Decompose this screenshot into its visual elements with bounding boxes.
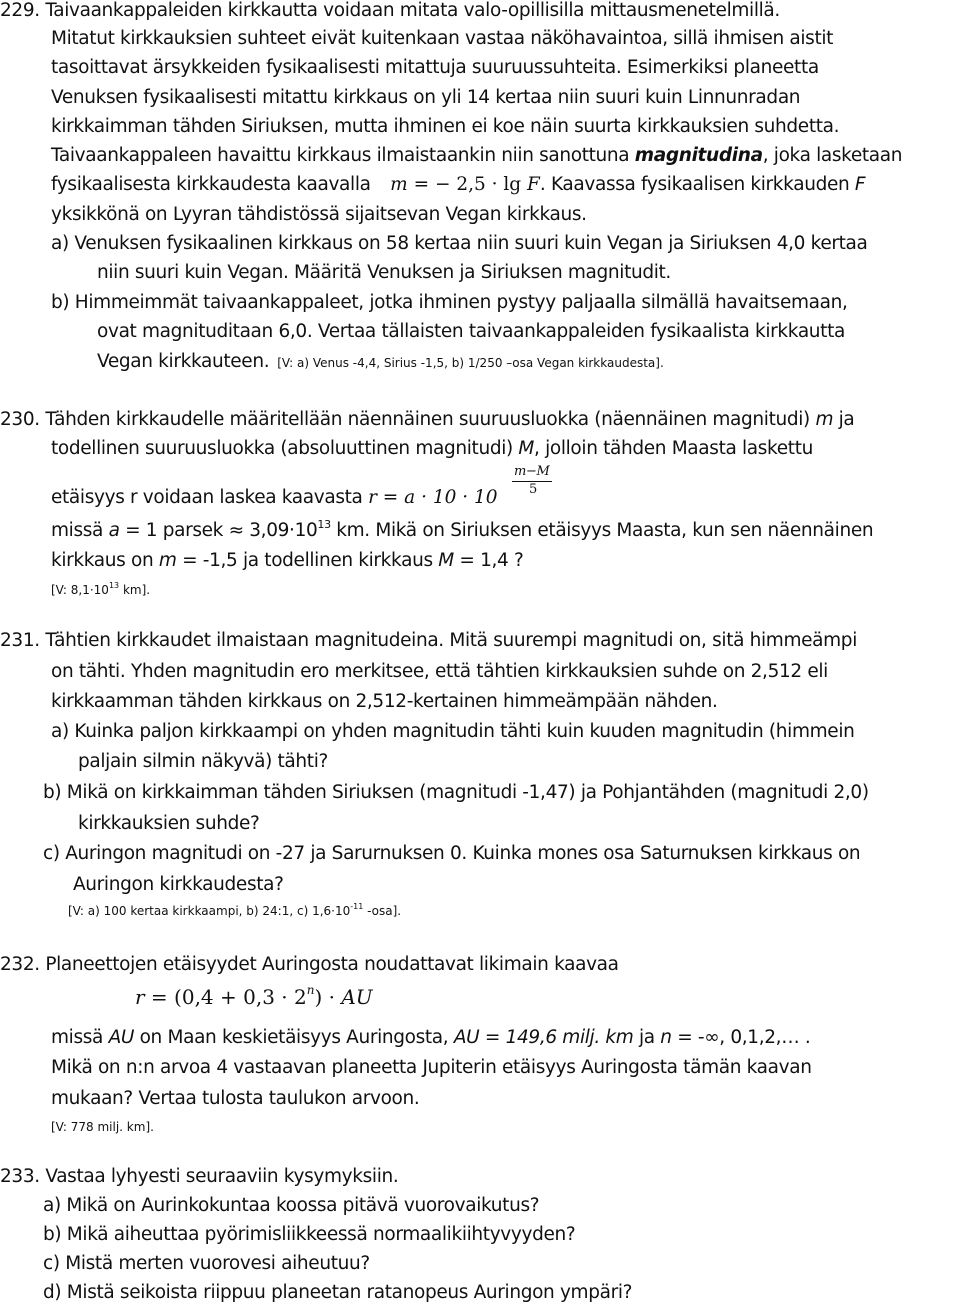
problem-232-line-1: 232. Planeettojen etäisyydet Auringosta noudattavat likimain kaavaa	[0, 954, 619, 975]
answer-230	[51, 577, 150, 603]
text-run: km].	[119, 583, 151, 597]
problem-229-line-3: tasoittavat ärsykkeiden fysikaalisesti mitattuja suuruussuhteita. Esimerkiksi planeetta	[51, 57, 819, 78]
var-AU: AU	[341, 985, 373, 1009]
problem-231-line-3: kirkkaamman tähden kirkkaus on 2,512-kertainen himmeämpään nähden.	[51, 691, 718, 712]
problem-229-line-6	[51, 143, 902, 169]
exponent-denominator: 5	[529, 482, 537, 497]
text-run: todellinen suuruusluokka (absoluuttinen magnitudi)	[51, 438, 519, 459]
superscript: -11	[350, 902, 364, 911]
text-run: ja	[633, 1027, 661, 1048]
problem-233-a: a) Mikä on Aurinkokuntaa koossa pitävä vuorovaikutus?	[43, 1195, 540, 1216]
text-run: missä	[51, 1027, 109, 1048]
answer-232: [V: 778 milj. km].	[51, 1120, 154, 1134]
text-run: km. Mikä on Siriuksen etäisyys Maasta, kun sen näennäinen	[330, 520, 874, 541]
text-run: = -1,5 ja todellinen kirkkaus	[176, 550, 439, 571]
text-run: -osa].	[363, 904, 402, 918]
text-run: ja	[833, 409, 855, 430]
problem-229-line-1: 229. Taivaankappaleiden kirkkautta voidaan mitata valo-opillisilla mittausmenetelmillä.	[0, 0, 780, 21]
problem-229-line-5: kirkkaimman tähden Siriuksen, mutta ihminen ei koe näin suurta kirkkauksien suhdetta.	[51, 116, 840, 137]
problem-229-a-line-1: a) Venuksen fysikaalinen kirkkaus on 58 kertaa niin suuri kuin Vegan ja Siriuksen 4,0 kertaa	[51, 233, 868, 254]
var-M: M	[518, 438, 535, 459]
formula-m: m	[390, 174, 408, 195]
var-n: n	[306, 983, 315, 997]
problem-233-c: c) Mistä merten vuorovesi aiheutuu?	[43, 1253, 370, 1274]
var-m: m	[158, 550, 177, 571]
text-run: missä	[51, 520, 109, 541]
problem-231-b-line-2: kirkkauksien suhde?	[78, 813, 260, 834]
answer-231	[68, 898, 401, 924]
exponent-numerator: m−M	[514, 464, 550, 479]
problem-230-line-5	[51, 548, 523, 574]
problem-229-line-7	[51, 172, 865, 198]
text-run: [V: 8,1·10	[51, 583, 109, 597]
formula-body: ) ·	[314, 985, 342, 1009]
problem-233-line-1: 233. Vastaa lyhyesti seuraaviin kysymyksiin.	[0, 1166, 399, 1187]
var-AU: AU	[108, 1027, 135, 1048]
answer-229: [V: a) Venus -4,4, Sirius -1,5, b) 1/250 –osa Vegan kirkkaudesta].	[277, 356, 664, 370]
text-run: = 1 parsek ≈ 3,09·10	[119, 520, 318, 541]
var-a: a	[108, 520, 120, 541]
var-m: m	[815, 409, 834, 430]
problem-231-b-line-1: b) Mikä on kirkkaimman tähden Siriuksen (magnitudi -1,47) ja Pohjantähden (magnitudi 2,0)	[43, 782, 869, 803]
text-run: , jolloin tähden Maasta laskettu	[534, 438, 813, 459]
problem-232-line-3: Mikä on n:n arvoa 4 vastaavan planeetta Jupiterin etäisyys Auringosta tämän kaavan	[51, 1057, 812, 1078]
term-magnitudina: magnitudina	[634, 145, 763, 166]
problem-233-d: d) Mistä seikoista riippuu planeetan ratanopeus Auringon ympäri?	[43, 1282, 633, 1303]
text-run: = -∞, 0,1,2,… .	[671, 1027, 811, 1048]
problem-230-line-2	[51, 436, 813, 462]
problem-230-line-3	[51, 485, 498, 511]
formula-body: = − 2,5 · lg	[407, 174, 528, 195]
text-run: fysikaalisesta kirkkaudesta kaavalla	[51, 174, 371, 195]
formula-planet-distance	[135, 984, 373, 1010]
text-run: Taivaankappaleen havaittu kirkkaus ilmaistaankin niin sanottuna	[51, 145, 635, 166]
text-run: 230. Tähden kirkkaudelle määritellään näennäinen suuruusluokka (näennäinen magnitudi)	[0, 409, 816, 430]
problem-231-line-2: on tähti. Yhden magnitudin ero merkitsee, että tähtien kirkkauksien suhde on 2,512 eli	[51, 661, 828, 682]
problem-231-c-line-1: c) Auringon magnitudi on -27 ja Sarurnuksen 0. Kuinka mones osa Saturnuksen kirkkaus on	[43, 843, 861, 864]
formula-F: F	[527, 174, 540, 195]
text-run: on Maan keskietäisyys Auringosta,	[134, 1027, 454, 1048]
problem-232-line-4: mukaan? Vertaa tulosta taulukon arvoon.	[51, 1088, 420, 1109]
problem-229-b-line-2: ovat magnituditaan 6,0. Vertaa tällaisten taivaankappaleiden fysikaalista kirkkautta	[97, 321, 845, 342]
problem-232-line-2	[51, 1025, 810, 1051]
superscript: 13	[317, 518, 331, 531]
problem-229-line-4: Venuksen fysikaalisesti mitattu kirkkaus on yli 14 kertaa niin suuri kuin Linnunradan	[51, 87, 801, 108]
problem-231-line-1: 231. Tähtien kirkkaudet ilmaistaan magnitudeina. Mitä suurempi magnitudi on, sitä himmeämpi	[0, 630, 857, 651]
var-F: F	[854, 174, 866, 195]
problem-231-a-line-1: a) Kuinka paljon kirkkaampi on yhden magnitudin tähti kuin kuuden magnitudin (himmein	[51, 721, 855, 742]
problem-229-b-line-1: b) Himmeimmät taivaankappaleet, jotka ihminen pystyy paljaalla silmällä havaitsemaan,	[51, 292, 848, 313]
problem-231-c-line-2: Auringon kirkkaudesta?	[73, 874, 284, 895]
problem-229-line-2: Mitatut kirkkauksien suhteet eivät kuitenkaan vastaa näköhavaintoa, sillä ihmisen aistit	[51, 28, 834, 49]
text-run: , joka lasketaan	[762, 145, 903, 166]
formula-body: = (0,4 + 0,3 · 2	[144, 985, 307, 1009]
problem-229-b-line-3	[97, 349, 664, 376]
text-run: . Kaavassa fysikaalisen kirkkauden	[539, 174, 855, 195]
problem-230-line-1	[0, 407, 854, 433]
text-run: etäisyys r voidaan laskea kaavasta	[51, 487, 369, 508]
superscript: 13	[108, 581, 120, 590]
text-run: Vegan kirkkauteen.	[97, 351, 270, 372]
problem-231-a-line-2: paljain silmin näkyvä) tähti?	[78, 751, 328, 772]
problem-229-a-line-2: niin suuri kuin Vegan. Määritä Venuksen ja Siriuksen magnitudit.	[97, 262, 671, 283]
text-run: [V: a) 100 kertaa kirkkaampi, b) 24:1, c) 1,6·10	[68, 904, 351, 918]
text-run: = 1,4 ?	[453, 550, 524, 571]
var-r: r	[135, 985, 145, 1009]
text-run: kirkkaus on	[51, 550, 159, 571]
problem-230-line-4	[51, 518, 873, 544]
problem-229-line-8: yksikkönä on Lyyran tähdistössä sijaitsevan Vegan kirkkaus.	[51, 204, 587, 225]
problem-233-b: b) Mikä aiheuttaa pyörimisliikkeessä normaalikiihtyvyyden?	[43, 1224, 576, 1245]
value-AU: AU = 149,6 milj. km	[453, 1027, 634, 1048]
var-n: n	[660, 1027, 672, 1048]
formula-distance: r = a · 10 · 10	[368, 487, 498, 508]
var-M: M	[438, 550, 454, 571]
